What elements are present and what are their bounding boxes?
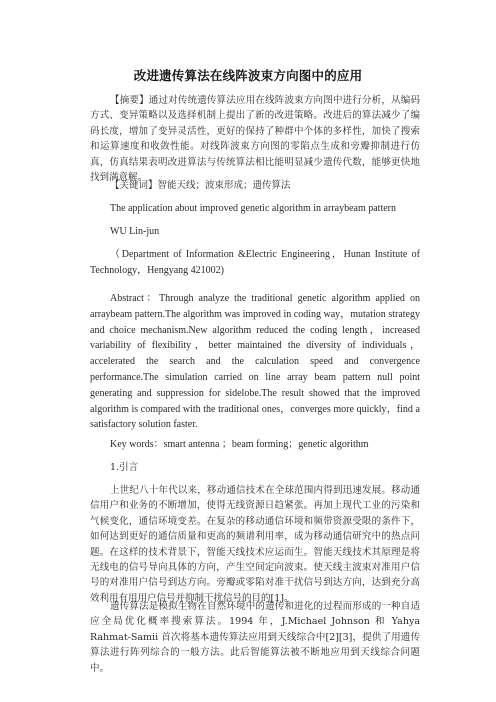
introduction-paragraph-1: 上世纪八十年代以来，移动通信技术在全球范围内得到迅速发展。移动通信用户和业务的不断增加，使得无线资源日趋紧张。再加上现代工业的污染和气候变化，通信环境变差。在复杂的移动通信环境和频带资源受限的条件下，如何达到更好的通信质量和更高的频谱利用率，成为移动通信研究中的热点问题。在这样的技术背景下，智能天线技术应运而生。智能天线技术其原理是将无线电的信号导向具体的方向，产生空间定向波束。使天线主波束对准用户信号的对准用户信号到达方向。旁瓣或零陷对准干扰信号到达方向，达到充分高效利用有用用户信号并抑制干扰信号的目的[1]。 <box>90 485 420 604</box>
paper-title: 改进遗传算法在线阵波束方向图中的应用 <box>133 68 363 83</box>
introduction-paragraph-2: 遗传算法是模拟生物在自然环境中的遗传和进化的过程而形成的一种自适应全局优化概率搜索算法。1994 年，J.Michael Johnson 和 Yahya Rahmat-Samii 首次将基本遗传算法应用到天线综合中[2][3]，提供了用遗传算法进行阵列综合的一般方法。此后智能算法被不断地应用到天线综合问题中。 <box>90 601 420 674</box>
author-affiliation: （Department of Information &Electric Engineering，Hunan Institute of Technology，Hengyang 421002) <box>90 249 420 276</box>
section-heading-introduction: 1.引言 <box>110 462 139 473</box>
chinese-abstract: 【摘要】通过对传统遗传算法应用在线阵波束方向图中进行分析，从编码方式、变异策略以及选择机制上提出了新的改进策略。改进后的算法减少了编码长度，增加了变异灵活性，更好的保持了种群中个体的多样性，加快了搜索和运算速度和收敛性能。对线阵波束方向图的零陷点生成和旁瓣抑制进行仿真，仿真结果表明改进算法与传统算法相比能明显减少遗传代数，能够更快地找到满意解。 <box>90 95 420 184</box>
english-keywords: Key words：smart antenna ；beam forming；genetic algorithm <box>110 439 369 450</box>
english-abstract: Abstract：Through analyze the traditional genetic algorithm applied on arraybeam pattern.The algorithm was improved in coding way，mutation strategy and choice mechanism.New algorithm reduced the coding length，increased variability of flexibility，better maintained the diversity of individuals，accelerated the search and the calculation speed and convergence performance.The simulation carried on line array beam pattern null point generating and suppression for sidelobe.The result showed that the improved algorithm is compared with the traditional ones，converges more quickly，find a satisfactory solution faster. <box>90 293 420 431</box>
english-title: The application about improved genetic algorithm in arraybeam pattern <box>110 203 397 214</box>
author-name: WU Lin-jun <box>110 226 160 237</box>
chinese-keywords: 【关键词】智能天线；波束形成；遗传算法 <box>110 180 291 191</box>
